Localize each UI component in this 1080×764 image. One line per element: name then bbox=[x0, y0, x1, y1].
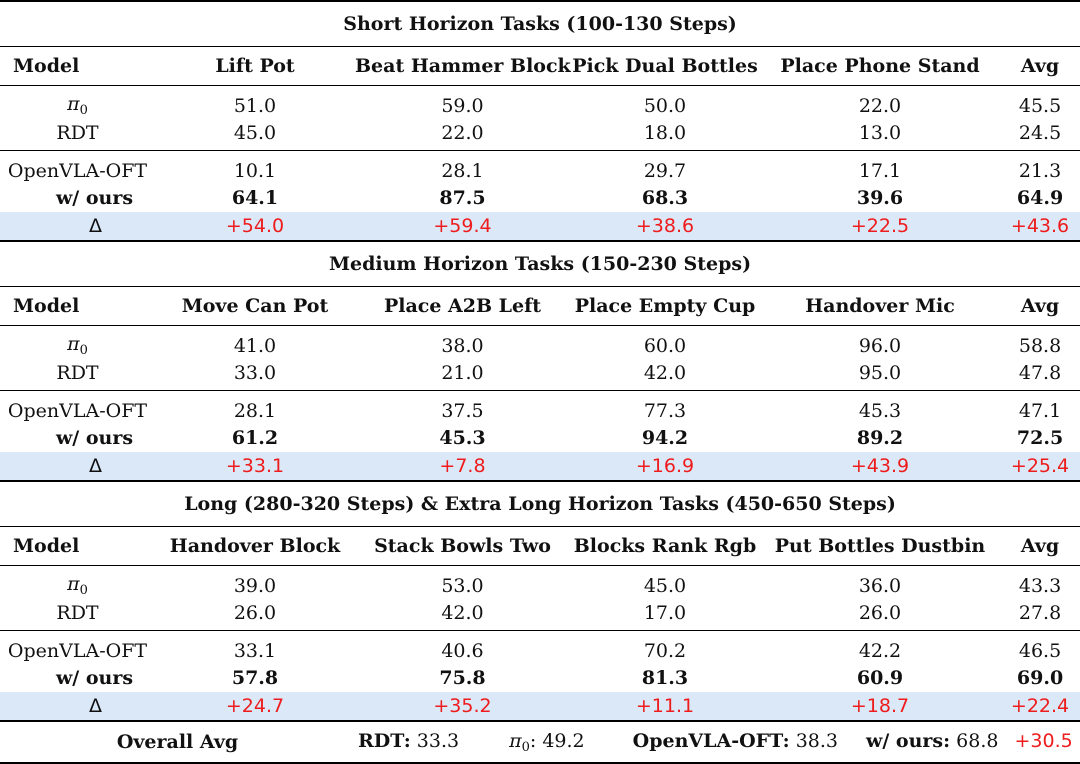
value-cell: 45.0 bbox=[643, 574, 687, 597]
table-row-rdt bbox=[0, 359, 1080, 391]
value-cell: 42.0 bbox=[355, 599, 570, 631]
value-cell: 18.0 bbox=[570, 119, 760, 151]
value-cell: 61.2 bbox=[231, 427, 279, 449]
value-cell: +35.2 bbox=[355, 692, 570, 721]
table-row-pi0 bbox=[0, 86, 1080, 120]
value-cell: +33.1 bbox=[155, 452, 355, 481]
value-cell: 60.9 bbox=[856, 667, 904, 689]
model-name-rdt: RDT bbox=[0, 599, 155, 631]
avg-value-cell: 45.5 bbox=[1018, 94, 1062, 117]
avg-column-header: Avg bbox=[1000, 287, 1080, 326]
table-row-openvla bbox=[0, 151, 1080, 185]
avg-value-cell: 47.8 bbox=[1000, 359, 1080, 391]
column-header-row bbox=[0, 527, 1080, 566]
value-cell: 26.0 bbox=[155, 599, 355, 631]
model-name-delta: Δ bbox=[0, 692, 155, 721]
value-cell: +18.7 bbox=[760, 692, 1000, 721]
task-column-header: Lift Pot bbox=[155, 47, 355, 86]
value-cell: +24.7 bbox=[155, 692, 355, 721]
task-column-header: Handover Mic bbox=[760, 287, 1000, 326]
value-cell: 45.3 bbox=[858, 399, 902, 422]
table-row-ours bbox=[0, 424, 1080, 452]
table-row-delta bbox=[0, 452, 1080, 481]
task-column-header: Handover Block bbox=[155, 527, 355, 566]
model-name-pi0 bbox=[0, 86, 155, 120]
avg-value-cell: +25.4 bbox=[1000, 452, 1080, 481]
avg-column-header: Avg bbox=[1000, 527, 1080, 566]
overall-openvla-value: 38.3 bbox=[795, 729, 838, 752]
value-cell: 45.3 bbox=[439, 427, 486, 449]
pi-symbol: π bbox=[67, 93, 80, 115]
value-cell: 42.0 bbox=[570, 359, 760, 391]
value-cell: +59.4 bbox=[355, 212, 570, 241]
avg-value-cell: 72.5 bbox=[1016, 427, 1064, 449]
table-row-openvla bbox=[0, 391, 1080, 425]
model-column-header: Model bbox=[0, 527, 155, 566]
value-cell: 95.0 bbox=[760, 359, 1000, 391]
overall-openvla-label: OpenVLA-OFT: bbox=[632, 729, 790, 752]
task-column-header: Put Bottles Dustbin bbox=[760, 527, 1000, 566]
value-cell: 53.0 bbox=[441, 574, 484, 597]
task-column-header: Pick Dual Bottles bbox=[570, 47, 760, 86]
pi-subscript: 0 bbox=[79, 103, 88, 118]
model-name-openvla: OpenVLA-OFT bbox=[7, 639, 148, 662]
model-column-header: Model bbox=[0, 287, 155, 326]
column-header-row bbox=[0, 47, 1080, 86]
avg-value-cell: 43.3 bbox=[1018, 574, 1062, 597]
value-cell: 22.0 bbox=[858, 94, 902, 117]
task-column-header: Move Can Pot bbox=[155, 287, 355, 326]
overall-ours-label: w/ ours: bbox=[866, 729, 951, 752]
value-cell: +54.0 bbox=[155, 212, 355, 241]
value-cell: +43.9 bbox=[760, 452, 1000, 481]
value-cell: 33.1 bbox=[233, 639, 277, 662]
value-cell: 68.3 bbox=[641, 187, 689, 209]
model-name-ours: w/ ours bbox=[55, 187, 134, 209]
value-cell: 50.0 bbox=[643, 94, 687, 117]
value-cell: +11.1 bbox=[570, 692, 760, 721]
value-cell: 26.0 bbox=[760, 599, 1000, 631]
model-column-header: Model bbox=[0, 47, 155, 86]
overall-rdt-value: 33.3 bbox=[416, 729, 460, 752]
avg-value-cell: 46.5 bbox=[1018, 639, 1062, 662]
section-title-row bbox=[0, 481, 1080, 527]
overall-pi-subscript: 0 bbox=[521, 739, 530, 755]
section-title-row bbox=[0, 241, 1080, 287]
avg-value-cell: 58.8 bbox=[1018, 334, 1062, 357]
avg-value-cell: +22.4 bbox=[1000, 692, 1080, 721]
table-row-ours bbox=[0, 184, 1080, 212]
section-title: Long (280-320 Steps) & Extra Long Horizon Tasks (450-650 Steps) bbox=[0, 481, 1080, 527]
avg-value-cell: 24.5 bbox=[1000, 119, 1080, 151]
value-cell: 38.0 bbox=[441, 334, 484, 357]
model-name-ours: w/ ours bbox=[55, 667, 134, 689]
task-column-header: Stack Bowls Two bbox=[355, 527, 570, 566]
task-column-header: Beat Hammer Block bbox=[355, 47, 570, 86]
section-title: Medium Horizon Tasks (150-230 Steps) bbox=[0, 241, 1080, 287]
value-cell: 51.0 bbox=[233, 94, 277, 117]
task-column-header: Blocks Rank Rgb bbox=[570, 527, 760, 566]
value-cell: 13.0 bbox=[760, 119, 1000, 151]
table-row-rdt bbox=[0, 119, 1080, 151]
pi-symbol: π bbox=[67, 333, 80, 355]
pi-symbol: π bbox=[67, 573, 80, 595]
value-cell: 40.6 bbox=[441, 639, 484, 662]
table-row-ours bbox=[0, 664, 1080, 692]
value-cell: 33.0 bbox=[155, 359, 355, 391]
overall-avg-values: RDT: 33.3 $\pi_0$: 49.2 OpenVLA-OFT: 38.3 w/ ours: 68.8 +30.5 bbox=[355, 721, 1080, 763]
avg-value-cell: 47.1 bbox=[1018, 399, 1062, 422]
table-row-delta bbox=[0, 692, 1080, 721]
avg-value-cell: 64.9 bbox=[1016, 187, 1064, 209]
value-cell: 39.6 bbox=[856, 187, 904, 209]
value-cell: 75.8 bbox=[439, 667, 486, 689]
avg-value-cell: 69.0 bbox=[1016, 667, 1064, 689]
value-cell: 42.2 bbox=[858, 639, 902, 662]
value-cell: 94.2 bbox=[641, 427, 689, 449]
section-title: Short Horizon Tasks (100-130 Steps) bbox=[0, 1, 1080, 47]
value-cell: 64.1 bbox=[231, 187, 279, 209]
value-cell: +38.6 bbox=[570, 212, 760, 241]
overall-pi0-value: 49.2 bbox=[542, 729, 585, 752]
value-cell: 87.5 bbox=[439, 187, 486, 209]
value-cell: 28.1 bbox=[441, 159, 484, 182]
value-cell: 17.0 bbox=[570, 599, 760, 631]
value-cell: 21.0 bbox=[355, 359, 570, 391]
model-name-openvla: OpenVLA-OFT bbox=[7, 399, 148, 422]
section-title-row bbox=[0, 1, 1080, 47]
model-name-delta: Δ bbox=[0, 212, 155, 241]
overall-avg-row bbox=[0, 721, 1080, 763]
value-cell: 81.3 bbox=[641, 667, 689, 689]
avg-value-cell: 27.8 bbox=[1000, 599, 1080, 631]
task-column-header: Place Phone Stand bbox=[760, 47, 1000, 86]
value-cell: 57.8 bbox=[231, 667, 279, 689]
overall-delta-value: +30.5 bbox=[1014, 729, 1073, 752]
table-row-rdt bbox=[0, 599, 1080, 631]
task-column-header: Place A2B Left bbox=[355, 287, 570, 326]
value-cell: 77.3 bbox=[643, 399, 687, 422]
value-cell: 60.0 bbox=[643, 334, 687, 357]
value-cell: 96.0 bbox=[858, 334, 902, 357]
model-name-pi0 bbox=[0, 566, 155, 600]
pi-subscript: 0 bbox=[79, 583, 88, 598]
value-cell: 39.0 bbox=[233, 574, 277, 597]
overall-ours-value: 68.8 bbox=[956, 729, 999, 752]
value-cell: +7.8 bbox=[355, 452, 570, 481]
avg-value-cell: +43.6 bbox=[1000, 212, 1080, 241]
value-cell: 36.0 bbox=[858, 574, 902, 597]
value-cell: 59.0 bbox=[441, 94, 484, 117]
value-cell: 37.5 bbox=[441, 399, 484, 422]
column-header-row bbox=[0, 287, 1080, 326]
table-row-openvla bbox=[0, 631, 1080, 665]
task-column-header: Place Empty Cup bbox=[570, 287, 760, 326]
value-cell: 41.0 bbox=[233, 334, 277, 357]
value-cell: 28.1 bbox=[233, 399, 277, 422]
avg-column-header: Avg bbox=[1000, 47, 1080, 86]
value-cell: 89.2 bbox=[856, 427, 904, 449]
overall-pi-symbol: π bbox=[509, 729, 522, 752]
table-row-delta bbox=[0, 212, 1080, 241]
pi-subscript: 0 bbox=[79, 343, 88, 358]
model-name-rdt: RDT bbox=[0, 359, 155, 391]
value-cell: 45.0 bbox=[155, 119, 355, 151]
table-row-pi0 bbox=[0, 326, 1080, 360]
overall-avg-label: Overall Avg bbox=[0, 721, 355, 763]
model-name-delta: Δ bbox=[0, 452, 155, 481]
value-cell: +16.9 bbox=[570, 452, 760, 481]
value-cell: 22.0 bbox=[355, 119, 570, 151]
value-cell: 70.2 bbox=[643, 639, 687, 662]
model-name-rdt: RDT bbox=[0, 119, 155, 151]
value-cell: 17.1 bbox=[858, 159, 902, 182]
model-name-pi0 bbox=[0, 326, 155, 360]
overall-rdt-label: RDT: bbox=[358, 729, 411, 752]
table-row-pi0 bbox=[0, 566, 1080, 600]
value-cell: +22.5 bbox=[760, 212, 1000, 241]
avg-value-cell: 21.3 bbox=[1018, 159, 1062, 182]
model-name-openvla: OpenVLA-OFT bbox=[7, 159, 148, 182]
value-cell: 10.1 bbox=[233, 159, 277, 182]
value-cell: 29.7 bbox=[643, 159, 687, 182]
model-name-ours: w/ ours bbox=[55, 427, 134, 449]
